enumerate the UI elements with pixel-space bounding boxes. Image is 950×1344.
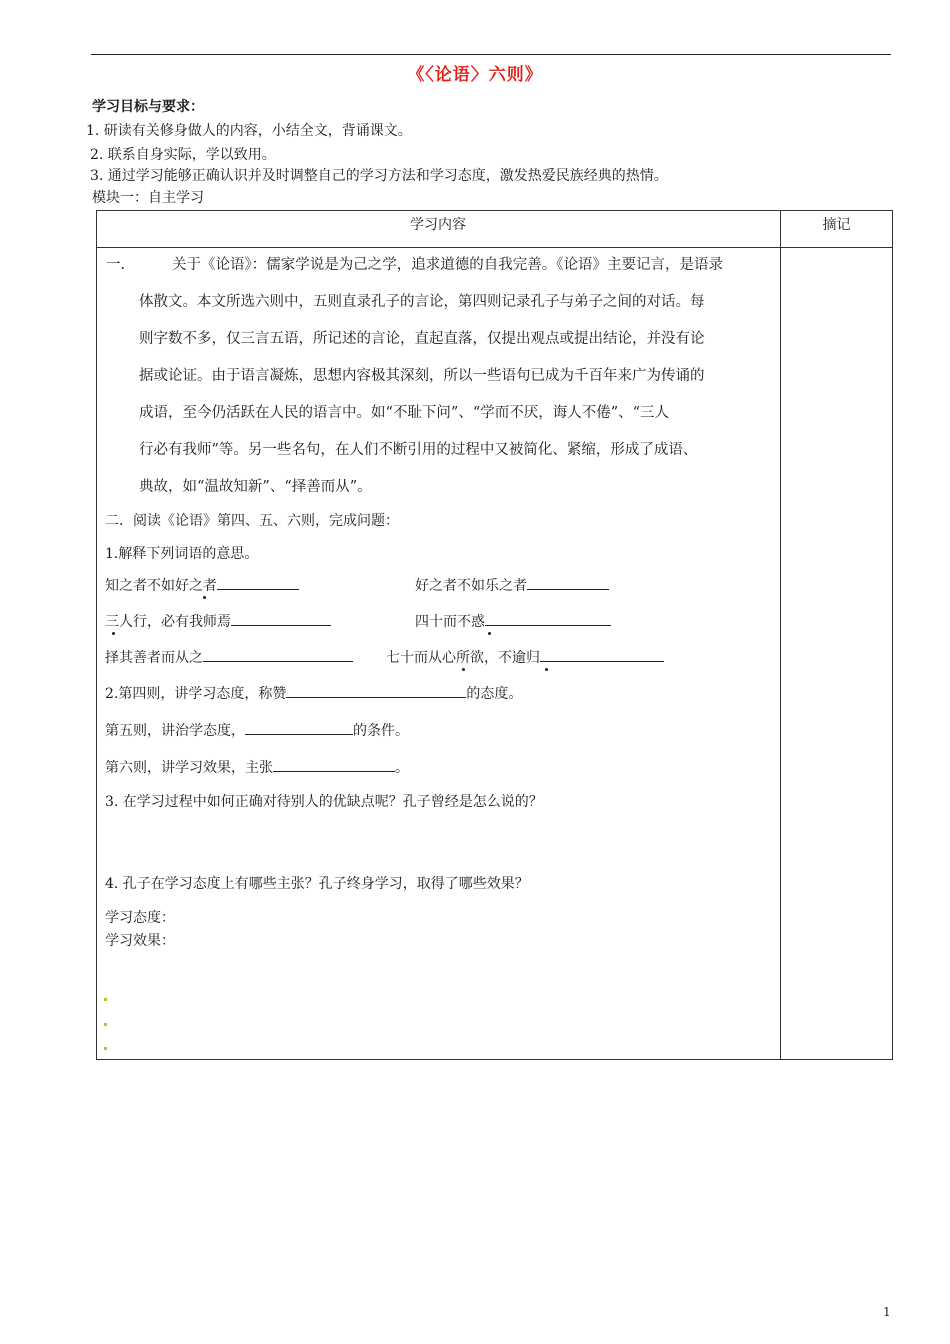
emphasis-dot (203, 596, 206, 599)
vocab-word: 好之者不如乐之者 (415, 578, 527, 594)
question-text: 2.第四则，讲学习态度，称赞 (105, 686, 287, 702)
vocab-item (105, 646, 353, 667)
question-text: 的条件。 (353, 723, 409, 739)
table-header-divider (96, 247, 893, 248)
objective-item-3: 3. 通过学习能够正确认识并及时调整自己的学习方法和学习态度，激发热爱民族经典的热情。 (90, 168, 668, 184)
question-2-line (105, 756, 409, 777)
objective-item-1: 1. 研读有关修身做人的内容，小结全文，背诵课文。 (86, 123, 412, 139)
section1-line: 关于《论语》：儒家学说是为己之学，追求道德的自我完善。《论语》主要记言，是语录 (172, 257, 723, 273)
question-4: 4. 孔子在学习态度上有哪些主张？孔子终身学习，取得了哪些效果？ (105, 876, 529, 892)
section2-heading: 二．阅读《论语》第四、五、六则，完成问题： (105, 513, 399, 529)
attitude-label: 学习态度： (105, 910, 175, 926)
question-text: 。 (395, 760, 409, 776)
section1-line: 行必有我师”等。另一些名句，在人们不断引用的过程中又被简化、紧缩，形成了成语、 (139, 442, 698, 458)
section1-line: 则字数不多，仅三言五语，所记述的言论，直起直落，仅提出观点或提出结论，并没有论 (139, 331, 705, 347)
section1-line: 体散文。本文所选六则中，五则直录孔子的言论，第四则记录孔子与弟子之间的对话。每 (139, 294, 705, 310)
page-number: 1 (883, 1305, 891, 1319)
answer-blank[interactable] (273, 756, 395, 772)
question-3: 3. 在学习过程中如何正确对待别人的优缺点呢？孔子曾经是怎么说的？ (105, 794, 543, 810)
answer-blank[interactable] (286, 682, 466, 698)
table-column-divider (780, 210, 781, 1060)
vocab-item (415, 574, 609, 595)
scan-mark (104, 998, 107, 1001)
section1-line: 成语，至今仍活跃在人民的语言中。如“不耻下问”、“学而不厌，诲人不倦”、“三人 (139, 405, 670, 421)
header-rule (91, 54, 891, 55)
answer-blank[interactable] (217, 574, 299, 590)
module-label: 模块一：自主学习 (92, 190, 204, 206)
scan-mark (104, 1023, 107, 1026)
effect-label: 学习效果： (105, 933, 175, 949)
vocab-item (386, 646, 664, 667)
question-text: 第五则，讲治学态度， (105, 723, 245, 739)
vocab-item (105, 610, 331, 631)
vocab-word: 三人行，必有我师焉 (105, 614, 231, 630)
vocab-item (105, 574, 299, 595)
emphasis-dot (488, 632, 491, 635)
emphasis-dot (462, 668, 465, 671)
vocab-word: 四十而不惑 (415, 614, 485, 630)
emphasis-dot (112, 632, 115, 635)
page-title: 《〈论语〉六则》 (407, 65, 543, 85)
vocab-word: 七十而从心所欲，不逾归 (386, 650, 540, 666)
answer-blank[interactable] (485, 610, 611, 626)
question-1: 1.解释下列词语的意思。 (105, 546, 259, 562)
column-header-notes: 摘记 (822, 217, 851, 233)
vocab-item (415, 610, 611, 631)
emphasis-dot (545, 668, 548, 671)
section1-line: 据或论证。由于语言凝炼，思想内容极其深刻，所以一些语句已成为千百年来广为传诵的 (139, 368, 705, 384)
answer-blank[interactable] (540, 646, 664, 662)
vocab-word: 知之者不如好之者 (105, 578, 217, 594)
answer-blank[interactable] (527, 574, 609, 590)
question-text: 第六则，讲学习效果，主张 (105, 760, 273, 776)
column-header-content: 学习内容 (410, 217, 466, 233)
objective-item-2: 2. 联系自身实际，学以致用。 (90, 147, 276, 163)
section1-line: 典故，如“温故知新”、“择善而从”。 (139, 479, 372, 495)
question-2-line (105, 682, 522, 703)
answer-blank[interactable] (203, 646, 353, 662)
vocab-word: 择其善者而从之 (105, 650, 203, 666)
answer-blank[interactable] (231, 610, 331, 626)
scan-mark (104, 1047, 107, 1050)
section1-label: 一. (106, 257, 126, 273)
question-2-line (105, 719, 409, 740)
objectives-heading: 学习目标与要求： (92, 99, 204, 115)
answer-blank[interactable] (245, 719, 353, 735)
question-text: 的态度。 (466, 686, 523, 702)
